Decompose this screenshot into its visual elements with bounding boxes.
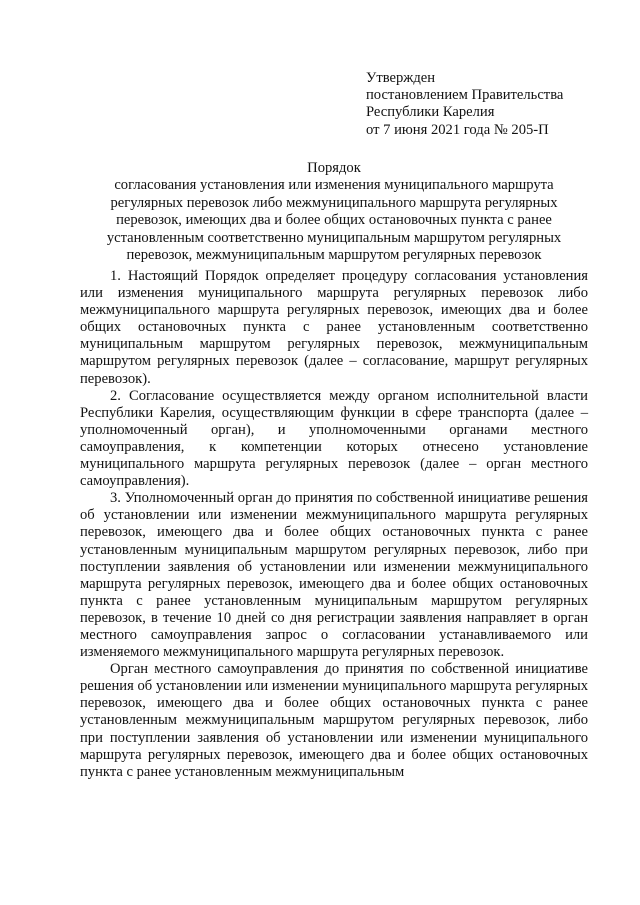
title-line: регулярных перевозок либо межмуниципального маршрута регулярных	[110, 194, 558, 211]
title-line: перевозок, межмуниципальным маршрутом регулярных перевозок	[126, 247, 542, 264]
approval-line-approved: Утвержден	[366, 70, 436, 86]
title-heading: Порядок	[307, 160, 361, 176]
title-line: установленным соответственно муниципальным маршрутом регулярных	[106, 229, 562, 246]
paragraph-3-continued: Орган местного самоуправления до принятия по собственной инициативе решения об установлении или изменении муниципального маршрута регулярных перевозок, имеющего два и более общих остановочных пункта с ранее установленным межмуниципальным маршрутом регулярных перевозок, либо при поступлении заявления об установлении или изменении муниципального маршрута регулярных перевозок, имеющего два и более общих остановочных пункта с ранее установленным межмуниципальным	[80, 661, 588, 780]
title-line: перевозок, имеющих два и более общих остановочных пункта с ранее	[116, 212, 552, 229]
paragraph-1: 1. Настоящий Порядок определяет процедуру согласования установления или изменения муниципального маршрута регулярных перевозок либо межмуниципального маршрута регулярных перевозок, имеющих два и более общих остановочных пункта с ранее установленным соответственно муниципальным маршрутом регулярных перевозок, межмуниципальным маршрутом регулярных перевозок (далее – согласование, маршрут регулярных перевозок).	[80, 268, 588, 387]
approval-line-date: от 7 июня 2021 года № 205-П	[366, 121, 549, 138]
approval-line-republic: Республики Карелия	[366, 104, 495, 121]
title-line: согласования установления или изменения муниципального маршрута	[114, 177, 554, 194]
document-title	[80, 160, 588, 264]
paragraph-2: 2. Согласование осуществляется между органом исполнительной власти Республики Карелия, осуществляющим функции в сфере транспорта (далее – уполномоченный орган), и уполномоченными органами местного самоуправления, к компетенции которых отнесено установление муниципального маршрута регулярных перевозок (далее – орган местного самоуправления).	[80, 387, 588, 490]
document-body	[80, 268, 588, 781]
paragraph-3: 3. Уполномоченный орган до принятия по собственной инициативе решения об установлении или изменении межмуниципального маршрута регулярных перевозок, имеющего два и более общих остановочных пункта с ранее установленным муниципальным маршрутом регулярных перевозок, либо при поступлении заявления об установлении или изменении межмуниципального маршрута регулярных перевозок, имеющего два и более общих остановочных пункта с ранее установленным муниципальным маршрутом регулярных перевозок, в течение 10 дней со дня регистрации заявления направляет в орган местного самоуправления запрос о согласовании устанавливаемого или изменяемого межмуниципального маршрута регулярных перевозок.	[80, 490, 588, 661]
approval-line-resolution: постановлением Правительства	[366, 87, 564, 104]
approval-stamp	[366, 70, 616, 139]
